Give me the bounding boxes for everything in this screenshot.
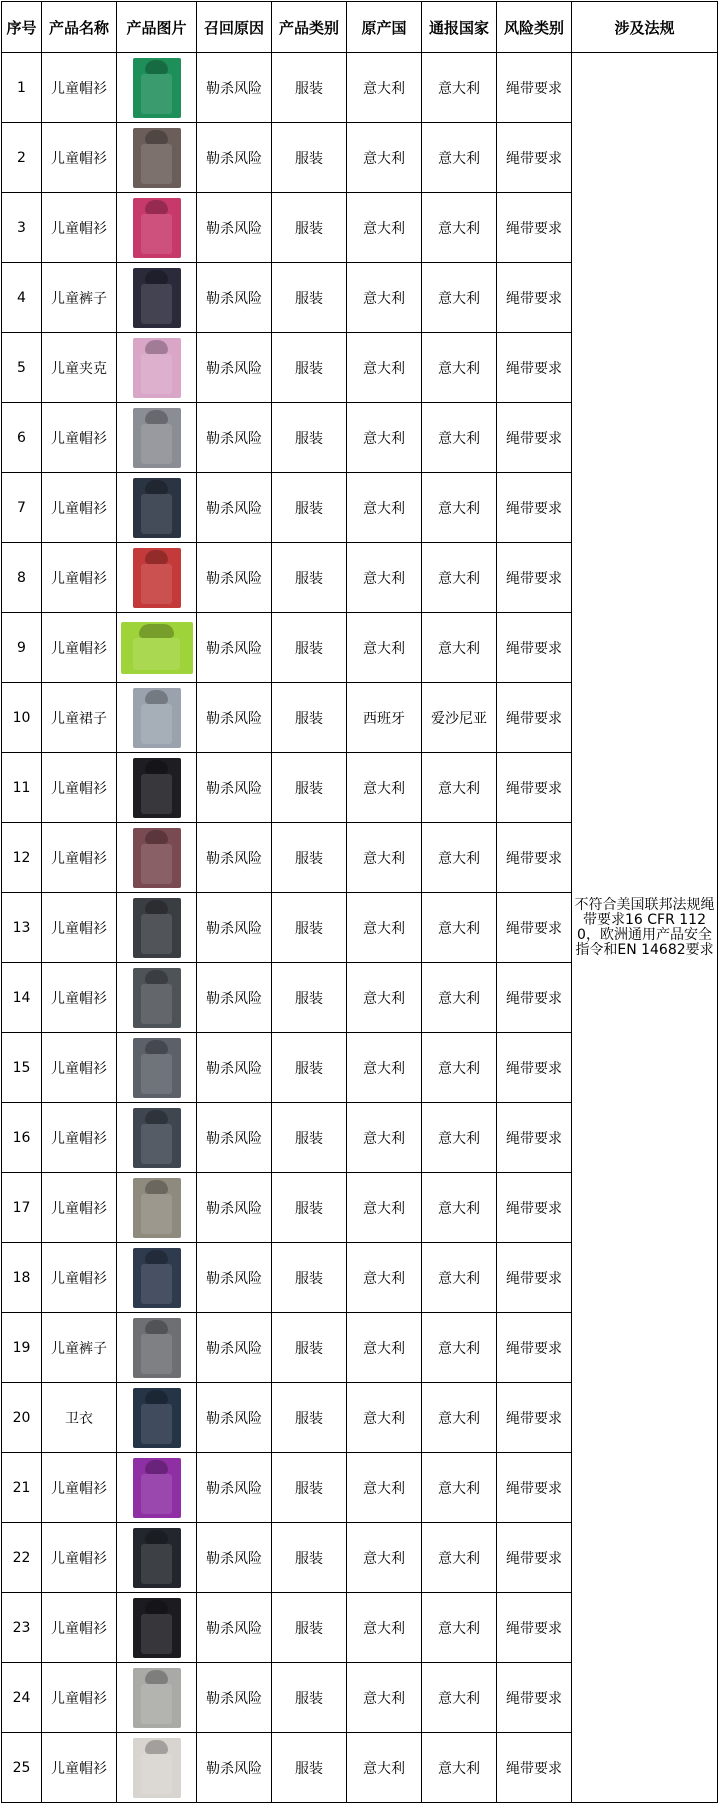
row-origin-country: 意大利	[347, 53, 422, 123]
row-seq: 10	[2, 683, 42, 753]
row-risk-category: 绳带要求	[497, 1313, 572, 1383]
row-recall-reason: 勒杀风险	[197, 1033, 272, 1103]
row-origin-country: 意大利	[347, 543, 422, 613]
row-seq: 13	[2, 893, 42, 963]
row-risk-category: 绳带要求	[497, 1453, 572, 1523]
row-product-category: 服装	[272, 1243, 347, 1313]
row-risk-category: 绳带要求	[497, 403, 572, 473]
row-recall-reason: 勒杀风险	[197, 473, 272, 543]
row-recall-reason: 勒杀风险	[197, 1663, 272, 1733]
row-notifying-country: 意大利	[422, 333, 497, 403]
row-recall-reason: 勒杀风险	[197, 1523, 272, 1593]
row-notifying-country: 意大利	[422, 1523, 497, 1593]
row-risk-category: 绳带要求	[497, 333, 572, 403]
row-product-image-cell	[117, 1173, 197, 1243]
row-notifying-country: 意大利	[422, 53, 497, 123]
row-recall-reason: 勒杀风险	[197, 1173, 272, 1243]
row-seq: 19	[2, 1313, 42, 1383]
row-risk-category: 绳带要求	[497, 263, 572, 333]
row-seq: 21	[2, 1453, 42, 1523]
row-risk-category: 绳带要求	[497, 823, 572, 893]
row-product-name: 儿童帽衫	[42, 123, 117, 193]
row-product-image-cell	[117, 1103, 197, 1173]
row-origin-country: 意大利	[347, 193, 422, 263]
header-risk-category: 风险类别	[497, 2, 572, 53]
row-origin-country: 意大利	[347, 473, 422, 543]
row-recall-reason: 勒杀风险	[197, 53, 272, 123]
row-recall-reason: 勒杀风险	[197, 1313, 272, 1383]
row-recall-reason: 勒杀风险	[197, 613, 272, 683]
product-photo-icon	[133, 968, 181, 1028]
row-origin-country: 意大利	[347, 1663, 422, 1733]
row-seq: 3	[2, 193, 42, 263]
row-product-image-cell	[117, 963, 197, 1033]
row-seq: 2	[2, 123, 42, 193]
row-product-name: 儿童裙子	[42, 683, 117, 753]
product-photo-icon	[133, 1738, 181, 1798]
product-photo-icon	[133, 1178, 181, 1238]
row-notifying-country: 意大利	[422, 543, 497, 613]
product-photo-icon	[133, 758, 181, 818]
header-product-image: 产品图片	[117, 2, 197, 53]
row-seq: 23	[2, 1593, 42, 1663]
row-notifying-country: 意大利	[422, 1173, 497, 1243]
row-recall-reason: 勒杀风险	[197, 543, 272, 613]
row-product-name: 儿童帽衫	[42, 193, 117, 263]
row-notifying-country: 意大利	[422, 823, 497, 893]
row-risk-category: 绳带要求	[497, 613, 572, 683]
row-notifying-country: 意大利	[422, 613, 497, 683]
row-origin-country: 意大利	[347, 1383, 422, 1453]
row-product-name: 儿童帽衫	[42, 1033, 117, 1103]
row-notifying-country: 意大利	[422, 1453, 497, 1523]
row-product-name: 儿童帽衫	[42, 1243, 117, 1313]
row-notifying-country: 意大利	[422, 893, 497, 963]
row-product-image-cell	[117, 333, 197, 403]
header-row	[2, 2, 718, 53]
header-product-name: 产品名称	[42, 2, 117, 53]
row-risk-category: 绳带要求	[497, 893, 572, 963]
row-product-name: 儿童帽衫	[42, 613, 117, 683]
row-product-category: 服装	[272, 613, 347, 683]
row-product-name: 儿童帽衫	[42, 1663, 117, 1733]
product-photo-icon	[133, 1038, 181, 1098]
row-seq: 9	[2, 613, 42, 683]
row-recall-reason: 勒杀风险	[197, 333, 272, 403]
header-recall-reason: 召回原因	[197, 2, 272, 53]
row-product-category: 服装	[272, 333, 347, 403]
row-seq: 15	[2, 1033, 42, 1103]
row-risk-category: 绳带要求	[497, 1383, 572, 1453]
row-product-category: 服装	[272, 753, 347, 823]
row-risk-category: 绳带要求	[497, 1593, 572, 1663]
row-product-category: 服装	[272, 193, 347, 263]
row-product-name: 儿童帽衫	[42, 823, 117, 893]
product-photo-icon	[133, 1108, 181, 1168]
row-product-image-cell	[117, 1033, 197, 1103]
row-product-category: 服装	[272, 963, 347, 1033]
product-photo-icon	[133, 58, 181, 118]
row-risk-category: 绳带要求	[497, 753, 572, 823]
row-product-category: 服装	[272, 683, 347, 753]
row-product-name: 儿童帽衫	[42, 53, 117, 123]
product-photo-icon	[133, 1458, 181, 1518]
table-row	[2, 53, 718, 123]
row-product-name: 儿童帽衫	[42, 1593, 117, 1663]
header-seq: 序号	[2, 2, 42, 53]
row-product-image-cell	[117, 1733, 197, 1803]
recall-table-container	[1, 1, 718, 1803]
header-regulation: 涉及法规	[572, 2, 718, 53]
table-body	[2, 53, 718, 1803]
row-product-category: 服装	[272, 823, 347, 893]
row-product-image-cell	[117, 543, 197, 613]
row-product-name: 儿童帽衫	[42, 893, 117, 963]
header-origin-country: 原产国	[347, 2, 422, 53]
row-origin-country: 意大利	[347, 1243, 422, 1313]
row-origin-country: 意大利	[347, 1313, 422, 1383]
row-recall-reason: 勒杀风险	[197, 893, 272, 963]
row-notifying-country: 意大利	[422, 1313, 497, 1383]
product-photo-icon	[133, 688, 181, 748]
row-product-image-cell	[117, 473, 197, 543]
row-recall-reason: 勒杀风险	[197, 753, 272, 823]
row-risk-category: 绳带要求	[497, 1173, 572, 1243]
product-photo-icon	[133, 828, 181, 888]
product-photo-icon	[133, 408, 181, 468]
row-origin-country: 意大利	[347, 1173, 422, 1243]
product-photo-icon	[133, 1598, 181, 1658]
row-seq: 25	[2, 1733, 42, 1803]
row-product-category: 服装	[272, 1383, 347, 1453]
header-notifying-country: 通报国家	[422, 2, 497, 53]
product-photo-icon	[133, 338, 181, 398]
header-product-category: 产品类别	[272, 2, 347, 53]
row-risk-category: 绳带要求	[497, 543, 572, 613]
row-risk-category: 绳带要求	[497, 53, 572, 123]
row-product-category: 服装	[272, 1523, 347, 1593]
row-recall-reason: 勒杀风险	[197, 1383, 272, 1453]
row-origin-country: 意大利	[347, 823, 422, 893]
row-product-image-cell	[117, 1383, 197, 1453]
row-risk-category: 绳带要求	[497, 683, 572, 753]
recall-table	[1, 1, 718, 1803]
row-product-image-cell	[117, 123, 197, 193]
row-product-category: 服装	[272, 123, 347, 193]
row-seq: 12	[2, 823, 42, 893]
row-seq: 22	[2, 1523, 42, 1593]
row-product-name: 儿童裤子	[42, 1313, 117, 1383]
row-notifying-country: 意大利	[422, 753, 497, 823]
row-notifying-country: 意大利	[422, 1593, 497, 1663]
row-product-image-cell	[117, 1663, 197, 1733]
row-notifying-country: 意大利	[422, 1103, 497, 1173]
table-header	[2, 2, 718, 53]
row-product-category: 服装	[272, 1033, 347, 1103]
row-product-image-cell	[117, 1593, 197, 1663]
row-notifying-country: 意大利	[422, 1243, 497, 1313]
row-product-image-cell	[117, 613, 197, 683]
row-seq: 11	[2, 753, 42, 823]
row-origin-country: 意大利	[347, 1103, 422, 1173]
row-product-image-cell	[117, 753, 197, 823]
row-risk-category: 绳带要求	[497, 1033, 572, 1103]
row-seq: 8	[2, 543, 42, 613]
row-risk-category: 绳带要求	[497, 193, 572, 263]
row-origin-country: 意大利	[347, 123, 422, 193]
row-notifying-country: 意大利	[422, 473, 497, 543]
row-recall-reason: 勒杀风险	[197, 963, 272, 1033]
row-product-name: 儿童裤子	[42, 263, 117, 333]
row-origin-country: 意大利	[347, 963, 422, 1033]
product-photo-icon	[133, 1318, 181, 1378]
row-product-image-cell	[117, 1313, 197, 1383]
row-recall-reason: 勒杀风险	[197, 1453, 272, 1523]
row-product-category: 服装	[272, 1103, 347, 1173]
row-product-image-cell	[117, 1243, 197, 1313]
product-photo-icon	[133, 1668, 181, 1728]
row-recall-reason: 勒杀风险	[197, 683, 272, 753]
row-origin-country: 意大利	[347, 1523, 422, 1593]
row-seq: 4	[2, 263, 42, 333]
row-product-name: 儿童帽衫	[42, 543, 117, 613]
row-product-image-cell	[117, 1453, 197, 1523]
regulation-cell: 不符合美国联邦法规绳带要求16 CFR 1120，欧洲通用产品安全指令和EN 14682要求	[572, 53, 718, 1803]
row-product-category: 服装	[272, 1453, 347, 1523]
row-seq: 18	[2, 1243, 42, 1313]
row-risk-category: 绳带要求	[497, 1663, 572, 1733]
product-photo-icon	[133, 548, 181, 608]
row-origin-country: 西班牙	[347, 683, 422, 753]
row-product-name: 儿童帽衫	[42, 1103, 117, 1173]
row-recall-reason: 勒杀风险	[197, 1593, 272, 1663]
product-photo-icon	[133, 1388, 181, 1448]
row-origin-country: 意大利	[347, 403, 422, 473]
row-notifying-country: 爱沙尼亚	[422, 683, 497, 753]
row-origin-country: 意大利	[347, 333, 422, 403]
row-recall-reason: 勒杀风险	[197, 193, 272, 263]
row-product-category: 服装	[272, 1593, 347, 1663]
row-product-image-cell	[117, 53, 197, 123]
row-seq: 6	[2, 403, 42, 473]
row-product-image-cell	[117, 1523, 197, 1593]
row-risk-category: 绳带要求	[497, 963, 572, 1033]
row-seq: 20	[2, 1383, 42, 1453]
row-notifying-country: 意大利	[422, 1033, 497, 1103]
row-product-image-cell	[117, 263, 197, 333]
product-photo-icon	[133, 1528, 181, 1588]
row-seq: 7	[2, 473, 42, 543]
row-seq: 24	[2, 1663, 42, 1733]
row-notifying-country: 意大利	[422, 1383, 497, 1453]
row-recall-reason: 勒杀风险	[197, 403, 272, 473]
row-risk-category: 绳带要求	[497, 473, 572, 543]
product-photo-icon	[133, 898, 181, 958]
row-seq: 17	[2, 1173, 42, 1243]
row-product-image-cell	[117, 683, 197, 753]
row-product-category: 服装	[272, 1663, 347, 1733]
row-notifying-country: 意大利	[422, 1733, 497, 1803]
row-product-name: 儿童帽衫	[42, 1733, 117, 1803]
row-product-name: 儿童帽衫	[42, 963, 117, 1033]
row-product-name: 儿童帽衫	[42, 1523, 117, 1593]
row-product-category: 服装	[272, 1173, 347, 1243]
row-risk-category: 绳带要求	[497, 1243, 572, 1313]
row-seq: 16	[2, 1103, 42, 1173]
product-photo-icon	[121, 622, 193, 674]
row-product-category: 服装	[272, 53, 347, 123]
row-recall-reason: 勒杀风险	[197, 1103, 272, 1173]
row-origin-country: 意大利	[347, 1733, 422, 1803]
row-product-category: 服装	[272, 473, 347, 543]
row-seq: 5	[2, 333, 42, 403]
row-risk-category: 绳带要求	[497, 1523, 572, 1593]
row-recall-reason: 勒杀风险	[197, 123, 272, 193]
product-photo-icon	[133, 478, 181, 538]
row-product-category: 服装	[272, 1733, 347, 1803]
product-photo-icon	[133, 128, 181, 188]
row-product-name: 儿童帽衫	[42, 753, 117, 823]
row-origin-country: 意大利	[347, 893, 422, 963]
row-product-name: 儿童帽衫	[42, 403, 117, 473]
row-risk-category: 绳带要求	[497, 1733, 572, 1803]
row-notifying-country: 意大利	[422, 193, 497, 263]
row-seq: 1	[2, 53, 42, 123]
row-product-name: 儿童夹克	[42, 333, 117, 403]
product-photo-icon	[133, 198, 181, 258]
row-notifying-country: 意大利	[422, 963, 497, 1033]
row-notifying-country: 意大利	[422, 1663, 497, 1733]
row-product-name: 儿童帽衫	[42, 473, 117, 543]
row-notifying-country: 意大利	[422, 403, 497, 473]
row-origin-country: 意大利	[347, 263, 422, 333]
row-product-name: 卫衣	[42, 1383, 117, 1453]
row-product-category: 服装	[272, 403, 347, 473]
row-risk-category: 绳带要求	[497, 123, 572, 193]
row-product-name: 儿童帽衫	[42, 1453, 117, 1523]
row-product-image-cell	[117, 193, 197, 263]
row-origin-country: 意大利	[347, 1593, 422, 1663]
row-product-category: 服装	[272, 893, 347, 963]
row-recall-reason: 勒杀风险	[197, 263, 272, 333]
row-origin-country: 意大利	[347, 753, 422, 823]
row-product-image-cell	[117, 403, 197, 473]
row-origin-country: 意大利	[347, 1453, 422, 1523]
row-product-category: 服装	[272, 543, 347, 613]
product-photo-icon	[133, 268, 181, 328]
row-recall-reason: 勒杀风险	[197, 823, 272, 893]
row-origin-country: 意大利	[347, 613, 422, 683]
row-origin-country: 意大利	[347, 1033, 422, 1103]
row-product-category: 服装	[272, 1313, 347, 1383]
row-product-image-cell	[117, 893, 197, 963]
row-seq: 14	[2, 963, 42, 1033]
row-notifying-country: 意大利	[422, 123, 497, 193]
row-risk-category: 绳带要求	[497, 1103, 572, 1173]
row-notifying-country: 意大利	[422, 263, 497, 333]
row-recall-reason: 勒杀风险	[197, 1243, 272, 1313]
row-product-image-cell	[117, 823, 197, 893]
row-product-category: 服装	[272, 263, 347, 333]
row-recall-reason: 勒杀风险	[197, 1733, 272, 1803]
row-product-name: 儿童帽衫	[42, 1173, 117, 1243]
product-photo-icon	[133, 1248, 181, 1308]
